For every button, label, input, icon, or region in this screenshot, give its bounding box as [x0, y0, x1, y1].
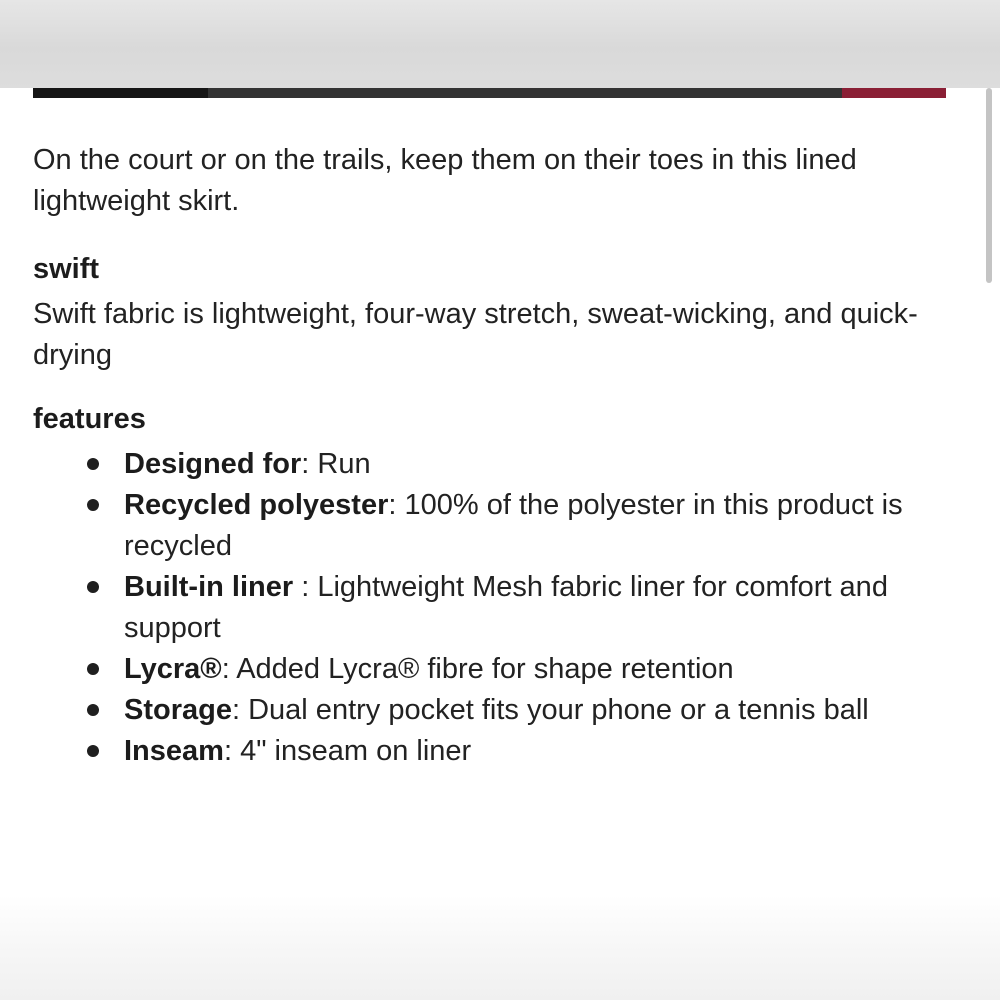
progress-segment-mid: [208, 88, 842, 98]
feature-name: Lycra®: [124, 653, 222, 685]
feature-value: Dual entry pocket fits your phone or a tennis ball: [248, 694, 869, 726]
feature-separator: :: [231, 694, 249, 726]
feature-item-built-in-liner: [124, 567, 958, 649]
feature-value: Run: [317, 448, 371, 480]
feature-name: Designed for: [124, 448, 302, 480]
features-heading: features: [33, 403, 146, 435]
product-description: [33, 140, 958, 772]
feature-separator: :: [223, 735, 241, 767]
features-list: [33, 444, 958, 772]
feature-name: Built-in liner: [124, 571, 294, 603]
progress-segment-accent: [842, 88, 946, 98]
bullet-icon: [87, 581, 99, 593]
feature-value: Lightweight Mesh fabric liner for comfort and support: [124, 571, 888, 644]
feature-separator: :: [293, 571, 318, 603]
bullet-icon: [87, 499, 99, 511]
feature-item-lycra: [124, 649, 958, 690]
bullet-icon: [87, 704, 99, 716]
swift-heading: swift: [33, 253, 100, 285]
scrollbar-thumb[interactable]: [986, 88, 992, 283]
feature-separator: :: [221, 653, 237, 685]
swift-description: Swift fabric is lightweight, four-way stretch, sweat-wicking, and quick-drying: [33, 298, 918, 371]
progress-segment-dark: [33, 88, 208, 98]
feature-item-storage: [124, 690, 958, 731]
feature-separator: :: [388, 489, 405, 521]
bullet-icon: [87, 745, 99, 757]
feature-name: Storage: [124, 694, 232, 726]
feature-name: Inseam: [124, 735, 224, 767]
bullet-icon: [87, 663, 99, 675]
feature-item-designed-for: [124, 444, 958, 485]
feature-name: Recycled polyester: [124, 489, 389, 521]
bullet-icon: [87, 458, 99, 470]
product-intro-text: On the court or on the trails, keep them on their toes in this lined lightweight skirt.: [33, 144, 857, 217]
feature-value: 4" inseam on liner: [240, 735, 472, 767]
feature-value: Added Lycra® fibre for shape retention: [236, 653, 734, 685]
image-carousel-progress-bar: [33, 88, 946, 98]
bottom-overlay: [0, 895, 1000, 1000]
feature-separator: :: [301, 448, 318, 480]
feature-item-inseam: [124, 731, 958, 772]
feature-value: 100% of the polyester in this product is recycled: [124, 489, 903, 562]
feature-item-recycled-polyester: [124, 485, 958, 567]
top-overlay: [0, 0, 1000, 88]
